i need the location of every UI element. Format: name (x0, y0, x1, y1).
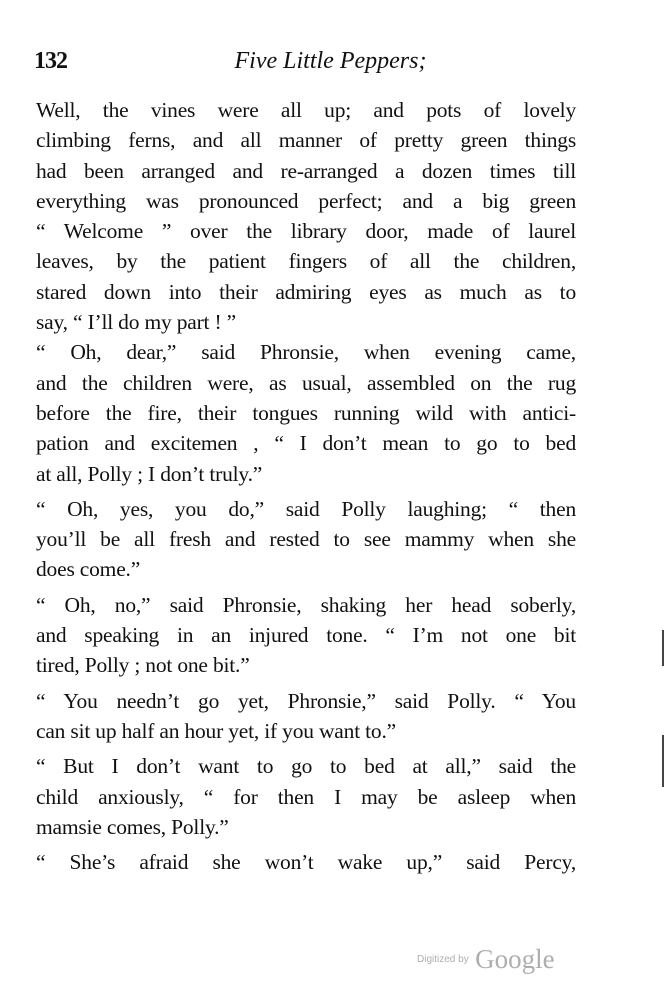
body-text (36, 95, 576, 877)
page-header (34, 48, 627, 80)
text-line: had been arranged and re-arranged a dozen times till (36, 158, 576, 183)
running-title: Five Little Peppers; (234, 48, 427, 74)
text-line: “ You needn’t go yet, Phronsie,” said Polly. “ You (36, 688, 576, 713)
margin-mark (662, 630, 664, 666)
text-line: child anxiously, “ for then I may be asleep when (36, 784, 576, 809)
text-line: “ Welcome ” over the library door, made of laurel (36, 219, 576, 244)
text-line: “ But I don’t want to go to bed at all,” said the (36, 754, 576, 779)
text-line: before the fire, their tongues running wild with antici- (36, 400, 576, 425)
text-line: “ She’s afraid she won’t wake up,” said Percy, (36, 850, 576, 875)
text-line: everything was pronounced perfect; and a big green (36, 188, 576, 213)
text-line: and speaking in an injured tone. “ I’m not one bit (36, 623, 576, 648)
text-line: can sit up half an hour yet, if you want to.” (36, 718, 396, 743)
text-line: and the children were, as usual, assembled on the rug (36, 370, 576, 395)
text-line: climbing ferns, and all manner of pretty green things (36, 128, 576, 153)
text-line: at all, Polly ; I don’t truly.” (36, 461, 263, 486)
page-number: 132 (34, 48, 67, 74)
text-line: does come.” (36, 557, 141, 582)
text-line: pation and excitemen , “ I don’t mean to go to bed (36, 431, 576, 456)
text-line: “ Oh, dear,” said Phronsie, when evening came, (36, 340, 576, 365)
text-line: “ Oh, no,” said Phronsie, shaking her head soberly, (36, 592, 576, 617)
text-line: Well, the vines were all up; and pots of lovely (36, 98, 576, 122)
text-line: tired, Polly ; not one bit.” (36, 653, 250, 678)
margin-mark (662, 735, 664, 787)
text-line: stared down into their admiring eyes as much as to (36, 279, 576, 304)
digitized-watermark (417, 944, 555, 975)
text-line: say, “ I’ll do my part ! ” (36, 310, 236, 335)
text-line: “ Oh, yes, you do,” said Polly laughing; “ then (36, 496, 576, 521)
text-line: mamsie comes, Polly.” (36, 814, 229, 839)
text-line: leaves, by the patient fingers of all the children, (36, 249, 576, 274)
watermark-prefix: Digitized by (417, 954, 469, 965)
text-line: you’ll be all fresh and rested to see mammy when she (36, 527, 576, 552)
watermark-brand: Google (475, 944, 555, 974)
